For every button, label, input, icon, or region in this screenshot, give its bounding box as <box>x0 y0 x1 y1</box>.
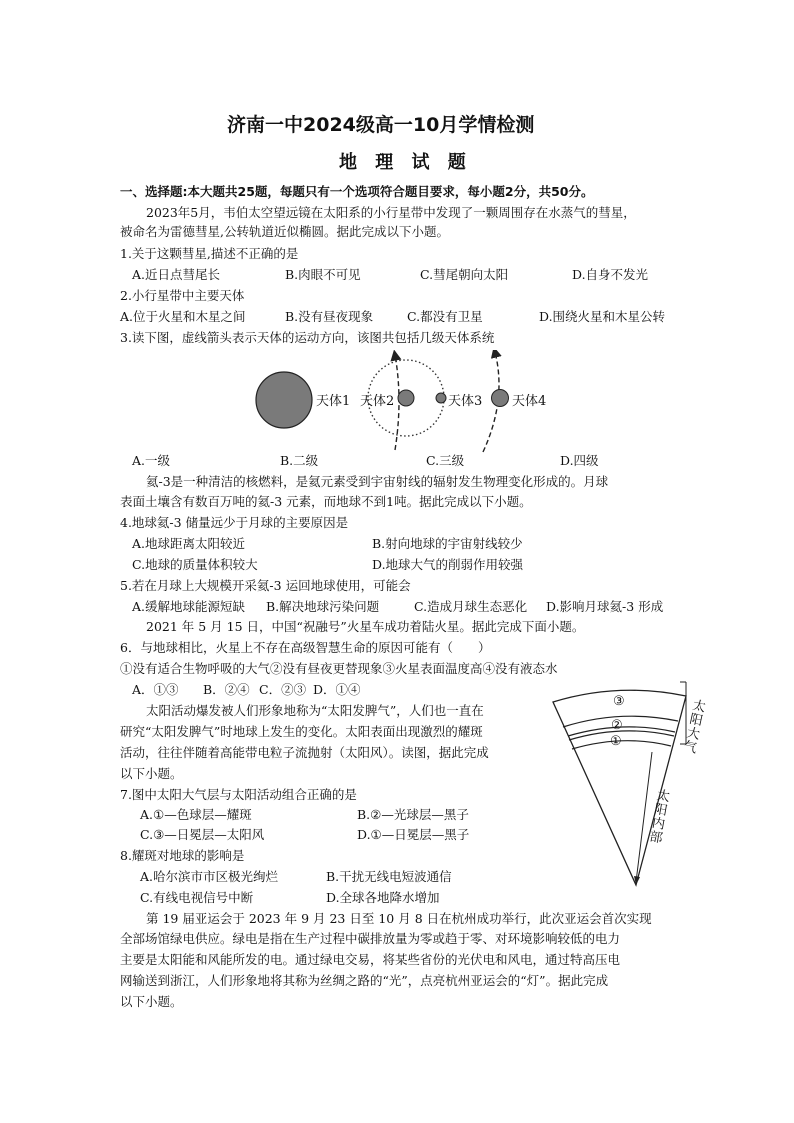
layer-label-3: ③ <box>613 694 625 709</box>
question-stem: 5.若在月球上大规模开采氦-3 运回地球使用，可能会 <box>120 578 411 593</box>
celestial-body-3 <box>436 393 446 403</box>
option-c: C.三级 <box>426 453 465 468</box>
option-c: C.造成月球生态恶化 <box>414 599 528 614</box>
question-stem: 3.读下图，虚线箭头表示天体的运动方向，该图共包括几级天体系统 <box>120 330 495 345</box>
passage-text: 被命名为雷德彗星,公转轨道近似椭圆。据此完成以下小题。 <box>120 224 449 239</box>
passage-text: 以下小题。 <box>120 766 183 781</box>
question-stem: 1.关于这颗彗星,描述不正确的是 <box>120 246 299 261</box>
question-stem: 7.图中太阳大气层与太阳活动组合正确的是 <box>120 787 357 802</box>
passage-text: 网输送到浙江，人们形象地将其称为丝绸之路的“光”，点亮杭州亚运会的“灯”。据此完成 <box>120 973 609 988</box>
subject-title: 地 理 试 题 <box>339 152 472 173</box>
option-c: C.都没有卫星 <box>407 309 483 324</box>
option-c: C.③—日冕层—太阳风 <box>140 827 265 842</box>
passage-text: 研究“太阳发脾气”时地球上发生的变化。太阳表面出现激烈的耀斑 <box>120 724 483 739</box>
option-b: B.射向地球的宇宙射线较少 <box>372 536 523 551</box>
passage-text: 全部场馆绿电供应。绿电是指在生产过程中碳排放量为零或趋于零、对环境影响较低的电力 <box>120 931 621 946</box>
option-b: B.干扰无线电短波通信 <box>326 869 452 884</box>
passage-text: 以下小题。 <box>120 994 183 1009</box>
interior-label: 太 阳 内 部 <box>648 788 671 847</box>
option-b: B.解决地球污染问题 <box>266 599 380 614</box>
option-a: A.近日点彗尾长 <box>132 267 221 282</box>
option-a: A.哈尔滨市市区极光绚烂 <box>140 869 279 884</box>
question-stem: 8.耀斑对地球的影响是 <box>120 848 245 863</box>
question-stem: 4.地球氦-3 储量远少于月球的主要原因是 <box>120 515 349 530</box>
option-c: C.彗尾朝向太阳 <box>420 267 509 282</box>
option-a: A.一级 <box>132 453 171 468</box>
option-b: B.没有昼夜现象 <box>285 309 374 324</box>
option-c: C．②③ <box>259 682 307 697</box>
passage-text: 氦-3是一种清洁的核燃料，是氦元素受到宇宙射线的辐射发生物理变化形成的。月球 <box>146 474 609 489</box>
question-stem: 2.小行星带中主要天体 <box>120 288 245 303</box>
body-label-4: 天体4 <box>512 394 547 409</box>
passage-text: 第 19 届亚运会于 2023 年 9 月 23 日至 10 月 8 日在杭州成功举行，此次亚运会首次实现 <box>146 911 652 926</box>
atmosphere-label: 太 阳 大 气 <box>682 698 707 757</box>
option-a: A.地球距离太阳较近 <box>132 536 246 551</box>
layer-label-2: ② <box>611 718 623 733</box>
option-b: B.②—光球层—黑子 <box>357 807 469 822</box>
option-a: A.缓解地球能源短缺 <box>132 599 246 614</box>
motion-arrow-1 <box>395 355 399 450</box>
passage-text: 活动，往往伴随着高能带电粒子流抛射（太阳风）。读图，据此完成 <box>120 745 489 760</box>
option-d: D．①④ <box>313 682 361 697</box>
option-a: A．①③ <box>132 682 179 697</box>
passage-text: 2023年5月，韦伯太空望远镜在太阳系的小行星带中发现了一颗周围存在水蒸气的彗星， <box>146 205 636 220</box>
option-d: D.全球各地降水增加 <box>326 890 440 905</box>
option-c: C.地球的质量体积较大 <box>132 557 258 572</box>
body-label-1: 天体1 <box>316 394 351 409</box>
celestial-body-4 <box>492 390 509 407</box>
exam-title: 济南一中2024级高一10月学情检测 <box>227 114 535 136</box>
passage-text: 太阳活动爆发被人们形象地称为“太阳发脾气”，人们也一直在 <box>146 703 484 718</box>
question-stem: 6．与地球相比，火星上不存在高级智慧生命的原因可能有（ ） <box>120 640 491 655</box>
option-b: B.肉眼不可见 <box>285 267 361 282</box>
celestial-body-1 <box>256 372 312 428</box>
option-d: D.四级 <box>560 453 599 468</box>
option-b: B.二级 <box>280 453 319 468</box>
passage-text: 表面土壤含有数百万吨的氦-3 元素，而地球不到1吨。据此完成以下小题。 <box>120 494 532 509</box>
passage-text: 主要是太阳能和风能所发的电。通过绿电交易，将某些省份的光伏电和风电，通过特高压电 <box>120 952 621 967</box>
option-a: A.①—色球层—耀斑 <box>140 807 252 822</box>
option-d: D.①—日冕层—黑子 <box>357 827 470 842</box>
layer-label-1: ① <box>610 734 622 749</box>
sun-structure-diagram <box>548 680 698 890</box>
option-d: D.地球大气的削弱作用较强 <box>372 557 524 572</box>
passage-text: 2021 年 5 月 15 日，中国“祝融号”火星车成功着陆火星。据此完成下面小题。 <box>146 619 585 634</box>
option-a: A.位于火星和木星之间 <box>120 309 246 324</box>
body-label-3: 天体3 <box>448 394 483 409</box>
option-d: D.影响月球氦-3 形成 <box>546 599 664 614</box>
option-c: C.有线电视信号中断 <box>140 890 254 905</box>
option-b: B．②④ <box>203 682 250 697</box>
question-items: ①没有适合生物呼吸的大气②没有昼夜更替现象③火星表面温度高④没有液态水 <box>120 661 558 676</box>
option-d: D.自身不发光 <box>572 267 649 282</box>
section-heading: 一、选择题:本大题共25题，每题只有一个选项符合题目要求，每小题2分，共50分。 <box>120 184 594 199</box>
celestial-body-2 <box>398 390 414 406</box>
option-d: D.围绕火星和木星公转 <box>539 309 666 324</box>
body-label-2: 天体2 <box>360 394 395 409</box>
